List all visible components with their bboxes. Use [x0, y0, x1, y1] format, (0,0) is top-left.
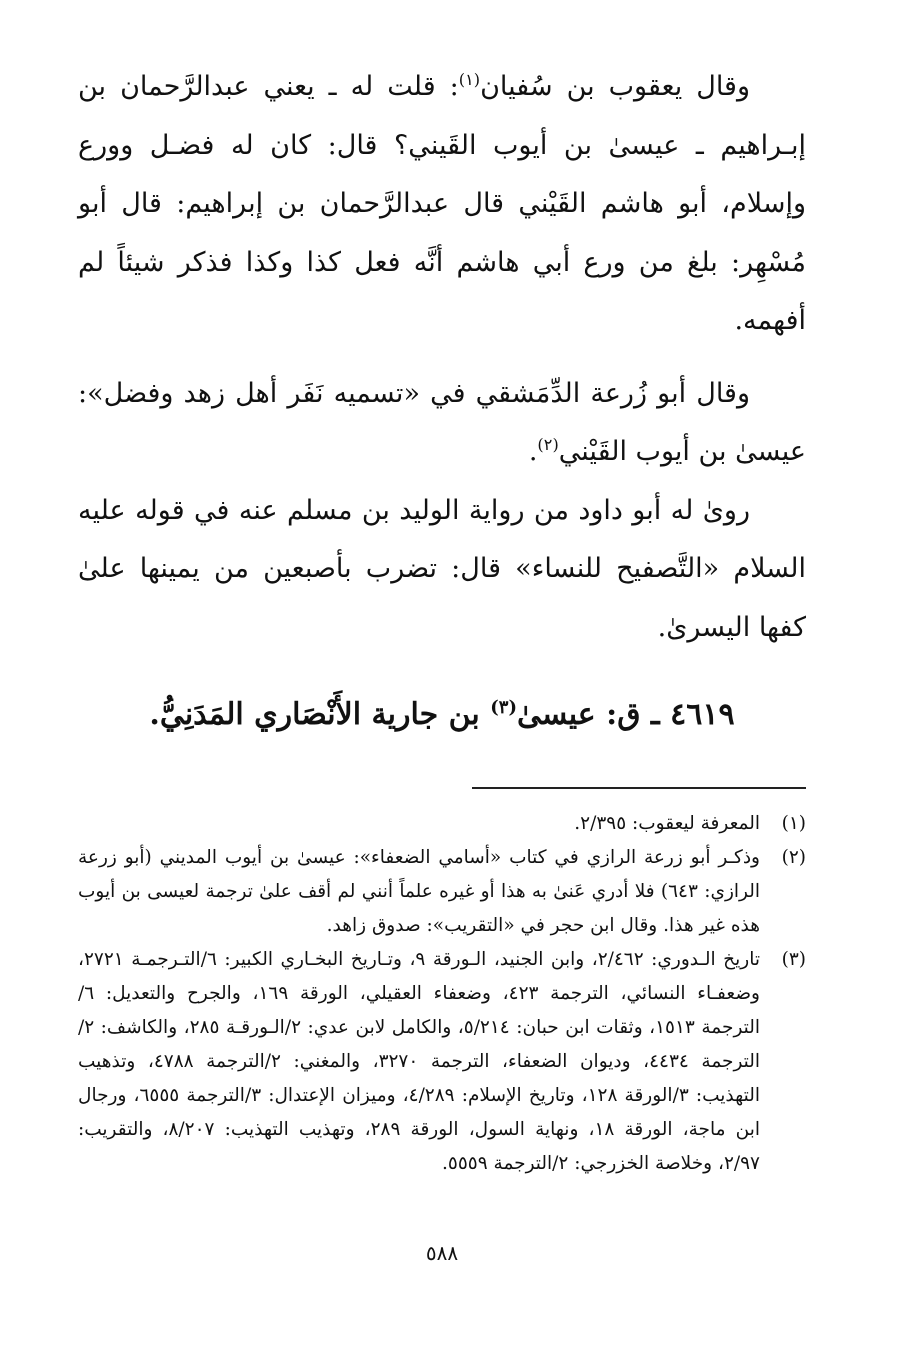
paragraph-text: : قلت له ـ يعني عبدالرَّحمان بن إبـراهيم ـ عيسىٰ بن أيوب القَيني؟ قال: كان له فضـل وورع وإسلام، أبو هاشم القَيْني قال عبدالرَّحمان بن إبراهيم: قال أبو مُسْهِر: بلغ من ورع أبي هاشم أنَّه فعل كذا وكذا فذكر شيئاً لم أفهمه.: [78, 71, 806, 336]
footnote-1: [78, 807, 806, 841]
footnote-number: (٣): [781, 949, 806, 970]
paragraph-text: وقال يعقوب بن سُفيان: [480, 71, 750, 102]
footnote-text: المعرفة ليعقوب: ٢/٣٩٥.: [574, 813, 760, 834]
entry-title-rest: بن جارية الأَنْصَاري المَدَنِيُّ.: [149, 697, 491, 732]
footnote-text: تاريخ الـدوري: ٢/٤٦٢، وابن الجنيد، الـورقة ٩، وتـاريخ البخـاري الكبير: ٦/التـرجمـة ٢٧٢١، وضعفـاء النسائي، الترجمة ٤٢٣، وضعفاء العقيلي، الورقة ١٦٩، والجرح والتعديل: ٦/الترجمة ١٥١٣، وثقات ابن حبان: ٥/٢١٤، والكامل لابن عدي: ٢/الـورقـة ٢٨٥، والكاشف: ٢/الترجمة ٤٤٣٤، وديوان الضعفاء، الترجمة ٣٢٧٠، والمغني: ٢/الترجمة ٤٧٨٨، وتذهيب التهذيب: ٣/الورقة ١٢٨، وتاريخ الإسلام: ٤/٢٨٩، وميزان الإعتدال: ٣/الترجمة ٦٥٥٥، ورجال ابن ماجة، الورقة ١٨، ونهاية السول، الورقة ٢٨٩، وتهذيب التهذيب: ٨/٢٠٧، والتقريب: ٢/٩٧، وخلاصة الخزرجي: ٢/الترجمة ٥٥٥٩.: [78, 949, 761, 1174]
page-number: ٥٨٨: [425, 1241, 459, 1265]
entry-heading: [78, 685, 806, 745]
paragraph-text: روىٰ له أبو داود من رواية الوليد بن مسلم عنه في قوله عليه السلام «التَّصفيح للنساء» قال: تضرب بأصبعين من يمينها علىٰ كفها اليسرىٰ.: [78, 494, 806, 643]
footnote-divider: [472, 787, 806, 789]
paragraph-text: .: [528, 436, 538, 467]
footnote-ref-3: (٣): [490, 697, 517, 718]
footnotes: [78, 807, 806, 1181]
footnote-3: [78, 943, 806, 1181]
paragraph-abu-zura: [78, 365, 806, 482]
footnote-ref-2: (٢): [537, 435, 559, 454]
footnote-ref-1: (١): [458, 70, 481, 89]
main-text: [78, 58, 806, 657]
footnote-text: وذكـر أبو زرعة الرازي في كتاب «أسامي الضعفاء»: عيسىٰ بن أيوب المديني (أبو زرعة الرازي: ٦٤٣) فلا أدري عَنىٰ به هذا أو غيره علماً أنني لم أقف علىٰ ترجمة لعيسى بن أيوب هذه غير هذا. وقال ابن حجر في «التقريب»: صدوق زاهد.: [78, 847, 760, 936]
paragraph-yaqub-ibn-sufyan: [78, 58, 806, 351]
entry-title: ٤٦١٩ ـ ق: عيسىٰ: [516, 697, 735, 732]
footnote-number: (٢): [781, 847, 806, 868]
paragraph-abu-dawud: [78, 482, 806, 658]
paragraph-text: وقال أبو زُرعة الدِّمَشقي في «تسميه نَفَر أهل زهد وفضل»: عيسىٰ بن أيوب القَيْني: [78, 377, 806, 467]
footnote-number: (١): [781, 813, 806, 834]
footnote-2: [78, 841, 806, 943]
book-page: [78, 58, 806, 1298]
